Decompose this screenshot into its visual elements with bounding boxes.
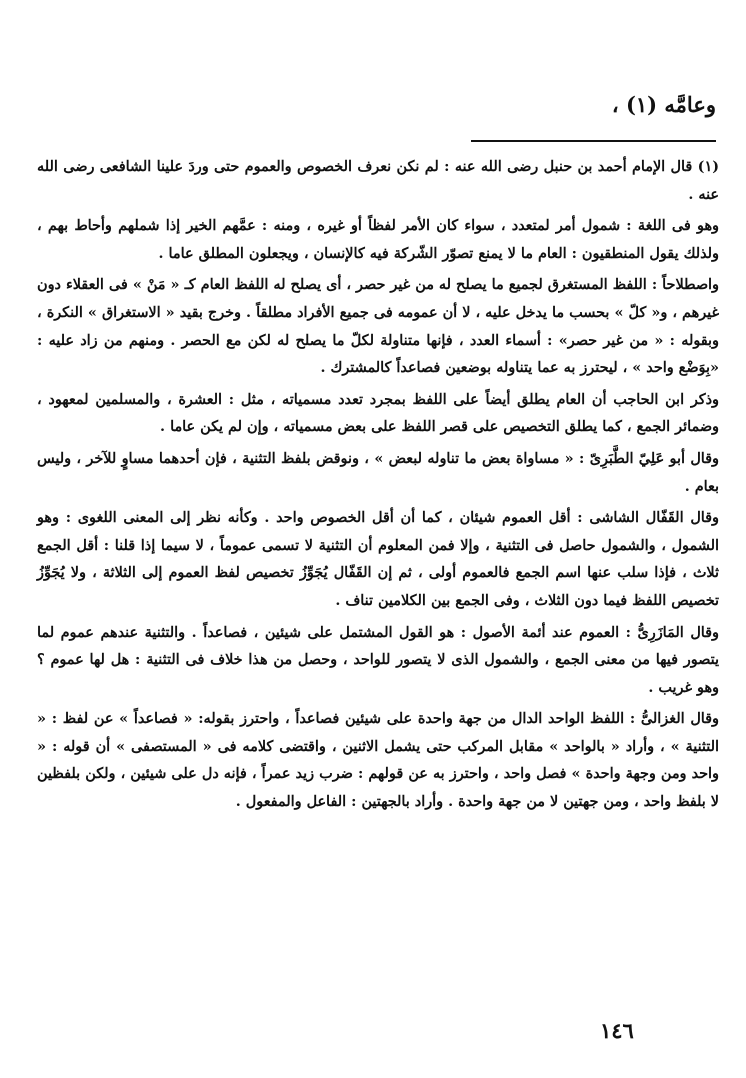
footnote-paragraph: وقال القَفّال الشاشى : أقل العموم شيئان ، كما أن أقل الخصوص واحد . وكأنه نظر إلى المعنى اللغوى : وهو الشمول ، والشمول حاصل فى التثنية ، وإلا فمن المعلوم أن التثنية لا تسمى عموماً ، لا سيما إذا قلنا : أقل الجمع ثلاث ، فإذا سلب عنها اسم الجمع فالعموم أولى ، ثم إن القَفّال يُجَوِّزُ تخصيص لفظ العموم إلى الثلاثة ، ولا يُجَوِّزُ تخصيص اللفظ فيما دون الثلاث ، وفى الجمع بين الكلامين تناف . (37, 509, 720, 609)
footnote-paragraph: (١) قال الإمام أحمد بن حنبل رضى الله عنه : لم نكن نعرف الخصوص والعموم حتى وردَ علينا الشافعى رضى الله عنه . (37, 158, 719, 203)
footnote-paragraph: واصطلاحاً : اللفظ المستغرق لجميع ما يصلح له من غير حصر ، أى يصلح له اللفظ العام كـ « مَنْ » فى العقلاء دون غيرهم ، و« كلّ » بحسب ما يدخل عليه ، لا أن عمومه فى جميع الأفراد مطلقاً . وخرج بقيد « الاستغراق » النكرة ، وبقوله : « من غير حصر» : أسماء العدد ، فإنها متناولة لكلّ ما يصلح له لكن مع الحصر . ومنهم من زاد عليه : «بِوَضْع واحد » ، ليحترز به عما يتناوله بوضعين فصاعداً كالمشترك . (37, 276, 719, 377)
main-text-heading: وعامَّه (١) ، (611, 92, 716, 117)
footnote-paragraph: وهو فى اللغة : شمول أمر لمتعدد ، سواء كان الأمر لفظاً أو غيره ، ومنه : عمَّهم الخير إذا شملهم وأحاط بهم ، ولذلك يقول المنطقيون : العام ما لا يمنع تصوّر الشّركة فيه كالإنسان ، ويجعلون المطلق عاما . (37, 217, 719, 262)
page-number: ١٤٦ (600, 1018, 634, 1043)
footnote-paragraph: وقال أبو عَلِيّ الطَّبَرِىّ : « مساواة بعض ما تناوله لبعض » ، ونوقض بلفظ التثنية ، فإن أحدهما مساوٍ للآخر ، وليس بعام . (37, 449, 719, 495)
footnote-paragraph: وقال الغزالىُّ : اللفظ الواحد الدال من جهة واحدة على شيئين فصاعداً ، واحترز بقوله: « فصاعداً » عن لفظ : « التثنية » ، وأراد « بالواحد » مقابل المركب حتى يشمل الاثنين ، واقتضى كلامه فى « المستصفى » أن قوله : « واحد ومن وجهة واحدة » فصل واحد ، واحترز به عن قولهم : ضرب زيد عمراً ، فإنه دل على شيئين ، ولكن بلفظين لا بلفظ واحد ، ومن جهتين لا من جهة واحدة . وأراد بالجهتين : الفاعل والمفعول . (37, 710, 719, 811)
footnote-separator (471, 140, 716, 142)
footnote-paragraph: وذكر ابن الحاجب أن العام يطلق أيضاً على اللفظ بمجرد تعدد مسمياته ، مثل : العشرة ، والمسلمين لمعهود ، وضمائر الجمع ، كما يطلق التخصيص على قصر اللفظ على بعض مسمياته ، وإن لم يكن عاما . (37, 390, 719, 436)
footnotes (37, 153, 719, 816)
footnote-paragraph: وقال المَازَرِىُّ : العموم عند أئمة الأصول : هو القول المشتمل على شيئين ، فصاعداً . والتثنية عندهم عموم لما يتصور فيها من معنى الجمع ، والشمول الذى لا يتصور للواحد ، وحصل من هذا خلاف فى التثنية : هل لها عموم ؟ وهو غريب . (37, 623, 719, 696)
